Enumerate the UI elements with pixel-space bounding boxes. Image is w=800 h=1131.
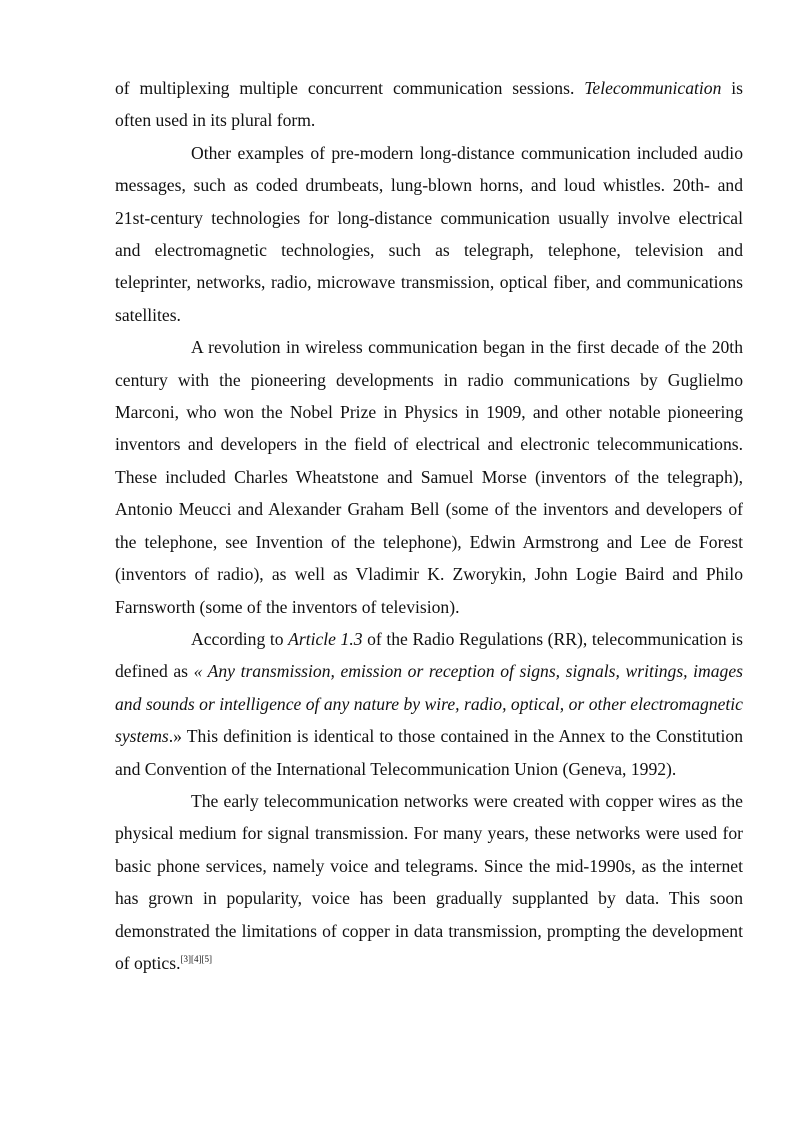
text-run: According to bbox=[191, 628, 289, 649]
paragraph-copper-networks bbox=[115, 785, 743, 979]
text-run: A revolution in wireless communication began in the first decade of the 20th century with the pioneering developments in radio communications by Guglielmo Marconi, who won the Nobel Prize in Physics in 1909, and other notable pioneering inventors and developers in the field of electrical and electronic telecommunications. These included Charles Wheatstone and Samuel Morse (inventors of the telegraph), Antonio Meucci and Alexander Graham Bell (some of the inventors and developers of the telephone, see Invention of the telephone), Edwin Armstrong and Lee de Forest (inventors of radio), as well as Vladimir K. Zworykin, John Logie Baird and Philo Farnsworth (some of the inventors of television). bbox=[115, 337, 743, 617]
text-run: The early telecommunication networks were created with copper wires as the physical medium for signal transmission. For many years, these networks were used for basic phone services, namely voice and telegrams. Since the mid-1990s, as the internet has grown in popularity, voice has been gradually supplanted by data. This soon demonstrated the limitations of copper in data transmission, prompting the development of optics. bbox=[115, 790, 743, 973]
citation-superscript: [3][4][5] bbox=[180, 953, 212, 964]
paragraph-pre-modern-communication bbox=[115, 137, 743, 331]
italic-term: Telecommunication bbox=[584, 78, 722, 98]
document-page bbox=[115, 72, 743, 979]
text-run: of multiplexing multiple concurrent communication sessions. bbox=[115, 78, 585, 98]
paragraph-definition bbox=[115, 623, 743, 785]
paragraph-wireless-revolution bbox=[115, 331, 743, 623]
text-run: is often used in its plural form. bbox=[115, 78, 743, 131]
italic-reference: Article 1.3 bbox=[288, 628, 363, 649]
paragraph-continuation bbox=[115, 72, 743, 137]
text-run: Other examples of pre-modern long-distance communication included audio messages, such as coded drumbeats, lung-blown horns, and loud whistles. 20th- and 21st-century technologies for long-distance communication usually involve electrical and electromagnetic technologies, such as telegraph, telephone, television and teleprinter, networks, radio, microwave transmission, optical fiber, and communications satellites. bbox=[115, 142, 743, 325]
text-run: of the Radio Regulations (RR), telecommunication is defined as bbox=[115, 628, 743, 682]
text-run: .» This definition is identical to those contained in the Annex to the Constitution and Convention of the International Telecommunication Union (Geneva, 1992). bbox=[115, 726, 743, 779]
italic-quotation: « Any transmission, emission or reception of signs, signals, writings, images and sounds or intelligence of any nature by wire, radio, optical, or other electromagnetic systems bbox=[115, 661, 743, 747]
